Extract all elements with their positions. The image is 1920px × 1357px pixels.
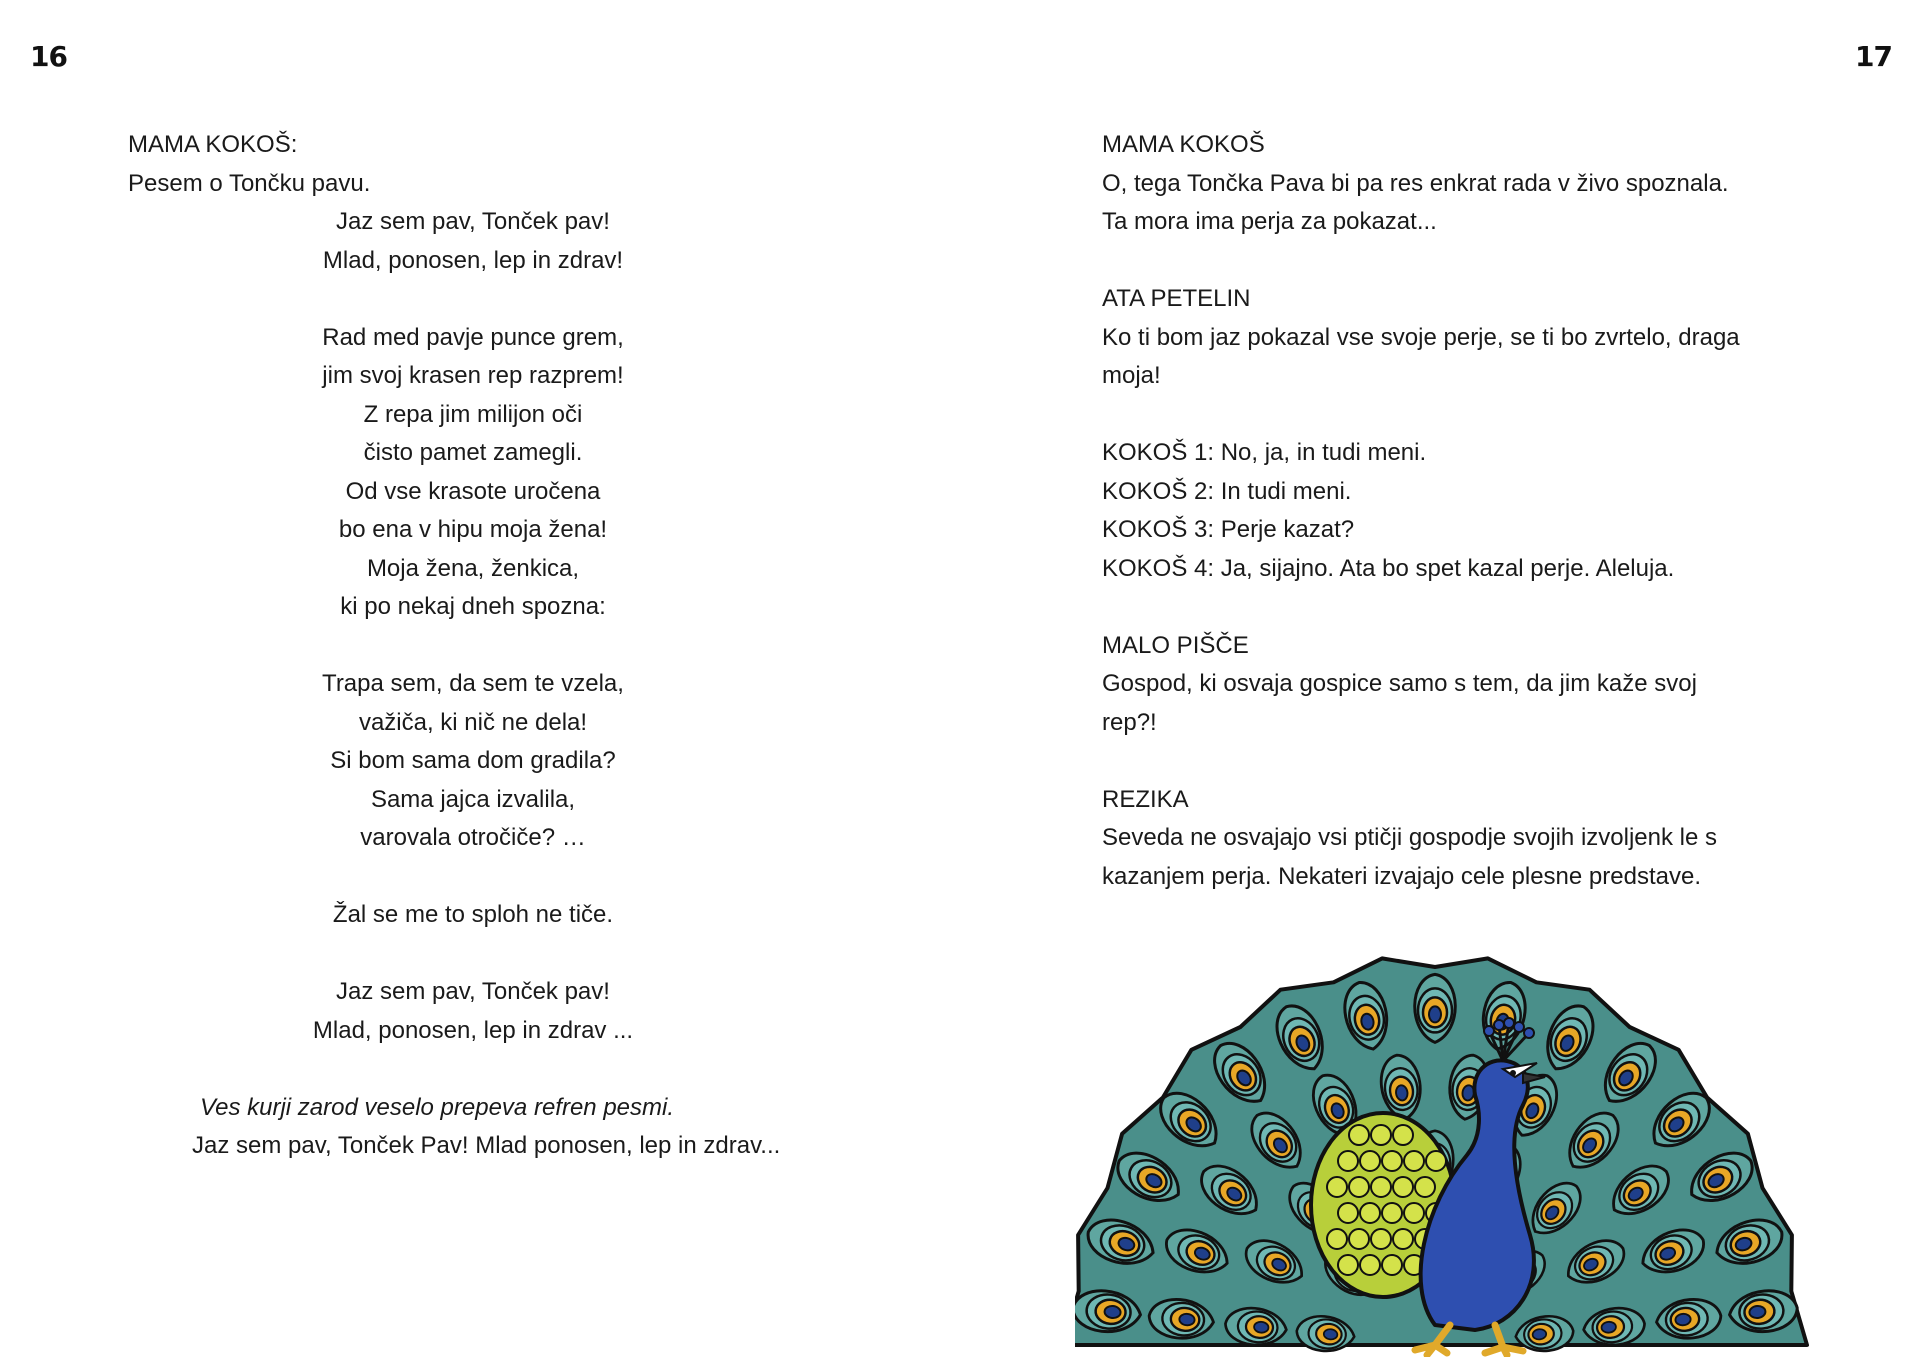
peacock-illustration (1075, 945, 1815, 1357)
verse-line: Sama jajca izvalila, (370, 785, 576, 813)
feather-eye-inner (1749, 1305, 1766, 1319)
dialogue-block (1102, 781, 1822, 897)
breast-scale (1349, 1125, 1369, 1145)
dialogue-line: KOKOŠ 1: No, ja, in tudi meni. (1102, 439, 1427, 466)
page-number-right: 17 (1855, 40, 1892, 73)
verse-line: Jaz sem pav, Tonček pav! (336, 208, 610, 235)
verse-line: ki po nekaj dneh spozna: (340, 593, 606, 620)
breast-scale (1338, 1255, 1358, 1275)
verse-line: Z repa jim milijon oči (363, 400, 583, 428)
verse-line: Žal se me to sploh ne tiče. (332, 901, 614, 928)
stanza-gap (128, 935, 818, 974)
breast-scale (1360, 1203, 1380, 1223)
breast-scale (1382, 1203, 1402, 1223)
stanza-gap (128, 627, 818, 666)
breast-scale (1415, 1177, 1435, 1197)
feather-eye-inner (1429, 1006, 1441, 1022)
breast-scale (1338, 1151, 1358, 1171)
stanza (128, 973, 818, 1050)
breast-scale (1338, 1203, 1358, 1223)
breast-scale (1360, 1255, 1380, 1275)
dialogue-line: KOKOŠ 3: Perje kazat? (1102, 516, 1355, 543)
stage-direction: Ves kurji zarod veselo prepeva refren pesmi. (200, 1093, 674, 1121)
breast-scale (1360, 1151, 1380, 1171)
stage-direction-block (128, 1089, 988, 1166)
breast-scale (1371, 1177, 1391, 1197)
dialogue-line: Ta mora ima perja za pokazat... (1102, 208, 1437, 235)
verse-line: Jaz sem pav, Tonček pav! (336, 978, 610, 1005)
verse-line: Od vse krasote uročena (345, 477, 601, 505)
stanza-gap (128, 858, 818, 897)
dialogue-block (1102, 126, 1822, 242)
refrain-line: Jaz sem pav, Tonček Pav! Mlad ponosen, lep in zdrav... (192, 1132, 781, 1159)
crest-tip (1484, 1026, 1494, 1036)
dialogue-line: moja! (1102, 362, 1161, 389)
peacock-eye (1510, 1070, 1516, 1076)
speaker-name: MAMA KOKOŠ: (128, 131, 298, 158)
speaker-name: MALO PIŠČE (1102, 631, 1249, 659)
dialogue-line: O, tega Tončka Pava bi pa res enkrat rada v živo spoznala. (1102, 169, 1729, 197)
feather-eye-inner (1675, 1313, 1691, 1326)
breast-scale (1382, 1255, 1402, 1275)
crest-tip (1524, 1028, 1534, 1038)
dialogue-line: KOKOŠ 4: Ja, sijajno. Ata bo spet kazal perje. Aleluja. (1102, 554, 1675, 582)
verse-line: čisto pamet zamegli. (363, 439, 583, 466)
verse-line: Mlad, ponosen, lep in zdrav! (322, 246, 624, 274)
dialogue-line: Seveda ne osvajajo vsi ptičji gospodje svojih izvoljenk le s (1102, 824, 1717, 851)
dialogue-line: rep?! (1102, 708, 1157, 736)
breast-scale (1404, 1151, 1424, 1171)
verse-line: Si bom sama dom gradila? (330, 747, 616, 774)
dialogue-block (1102, 434, 1822, 588)
feather-eye-inner (1254, 1321, 1269, 1333)
breast-scale (1371, 1125, 1391, 1145)
dialogue-line: KOKOŠ 2: In tudi meni. (1102, 477, 1352, 505)
breast-scale (1382, 1151, 1402, 1171)
speaker-name: REZIKA (1102, 785, 1189, 813)
left-page (128, 126, 988, 1166)
crest-tip (1514, 1022, 1524, 1032)
stanza (128, 665, 818, 858)
crest-tip (1494, 1020, 1504, 1030)
feather-eye-inner (1179, 1313, 1195, 1326)
speaker-name: MAMA KOKOŠ (1102, 131, 1265, 158)
breast-scale (1404, 1203, 1424, 1223)
verse-line: Trapa sem, da sem te vzela, (322, 670, 624, 697)
stanza (128, 896, 818, 935)
feather-eye-inner (1532, 1329, 1547, 1341)
breast-scale (1393, 1125, 1413, 1145)
feather-eye-inner (1601, 1321, 1616, 1333)
crest-tip (1504, 1018, 1514, 1028)
stanza (128, 203, 818, 280)
right-page (1102, 126, 1822, 935)
breast-scale (1393, 1229, 1413, 1249)
breast-scale (1349, 1177, 1369, 1197)
feather-eye-inner (1104, 1305, 1121, 1319)
breast-scale (1349, 1229, 1369, 1249)
speaker-name: ATA PETELIN (1102, 285, 1251, 312)
dialogue-line: Gospod, ki osvaja gospice samo s tem, da jim kaže svoj (1102, 670, 1697, 697)
page-number-left: 16 (30, 40, 67, 73)
verse-line: jim svoj krasen rep razprem! (322, 362, 624, 389)
stanza (128, 319, 818, 627)
breast-scale (1327, 1229, 1347, 1249)
verse-line: Moja žena, ženkica, (366, 554, 580, 582)
verse-line: Rad med pavje punce grem, (322, 323, 624, 351)
stanza-gap (128, 280, 818, 319)
verse-line: bo ena v hipu moja žena! (338, 516, 608, 543)
dialogue-block (1102, 627, 1822, 743)
dialogue-block (1102, 280, 1822, 396)
breast-scale (1426, 1151, 1446, 1171)
feather-eye (1415, 974, 1456, 1042)
verse-line: Mlad, ponosen, lep in zdrav ... (312, 1016, 634, 1044)
feather-eye-inner (1323, 1329, 1338, 1341)
dialogue-line: Ko ti bom jaz pokazal vse svoje perje, se ti bo zvrtelo, draga (1102, 323, 1740, 351)
breast-scale (1327, 1177, 1347, 1197)
dialogue-line: kazanjem perja. Nekateri izvajajo cele plesne predstave. (1102, 862, 1701, 890)
song-intro: Pesem o Tončku pavu. (128, 169, 371, 197)
verse-line: varovala otročiče? … (360, 824, 586, 851)
breast-scale (1393, 1177, 1413, 1197)
breast-scale (1371, 1229, 1391, 1249)
verse-line: važiča, ki nič ne dela! (358, 708, 588, 736)
song-verses (128, 203, 818, 1050)
